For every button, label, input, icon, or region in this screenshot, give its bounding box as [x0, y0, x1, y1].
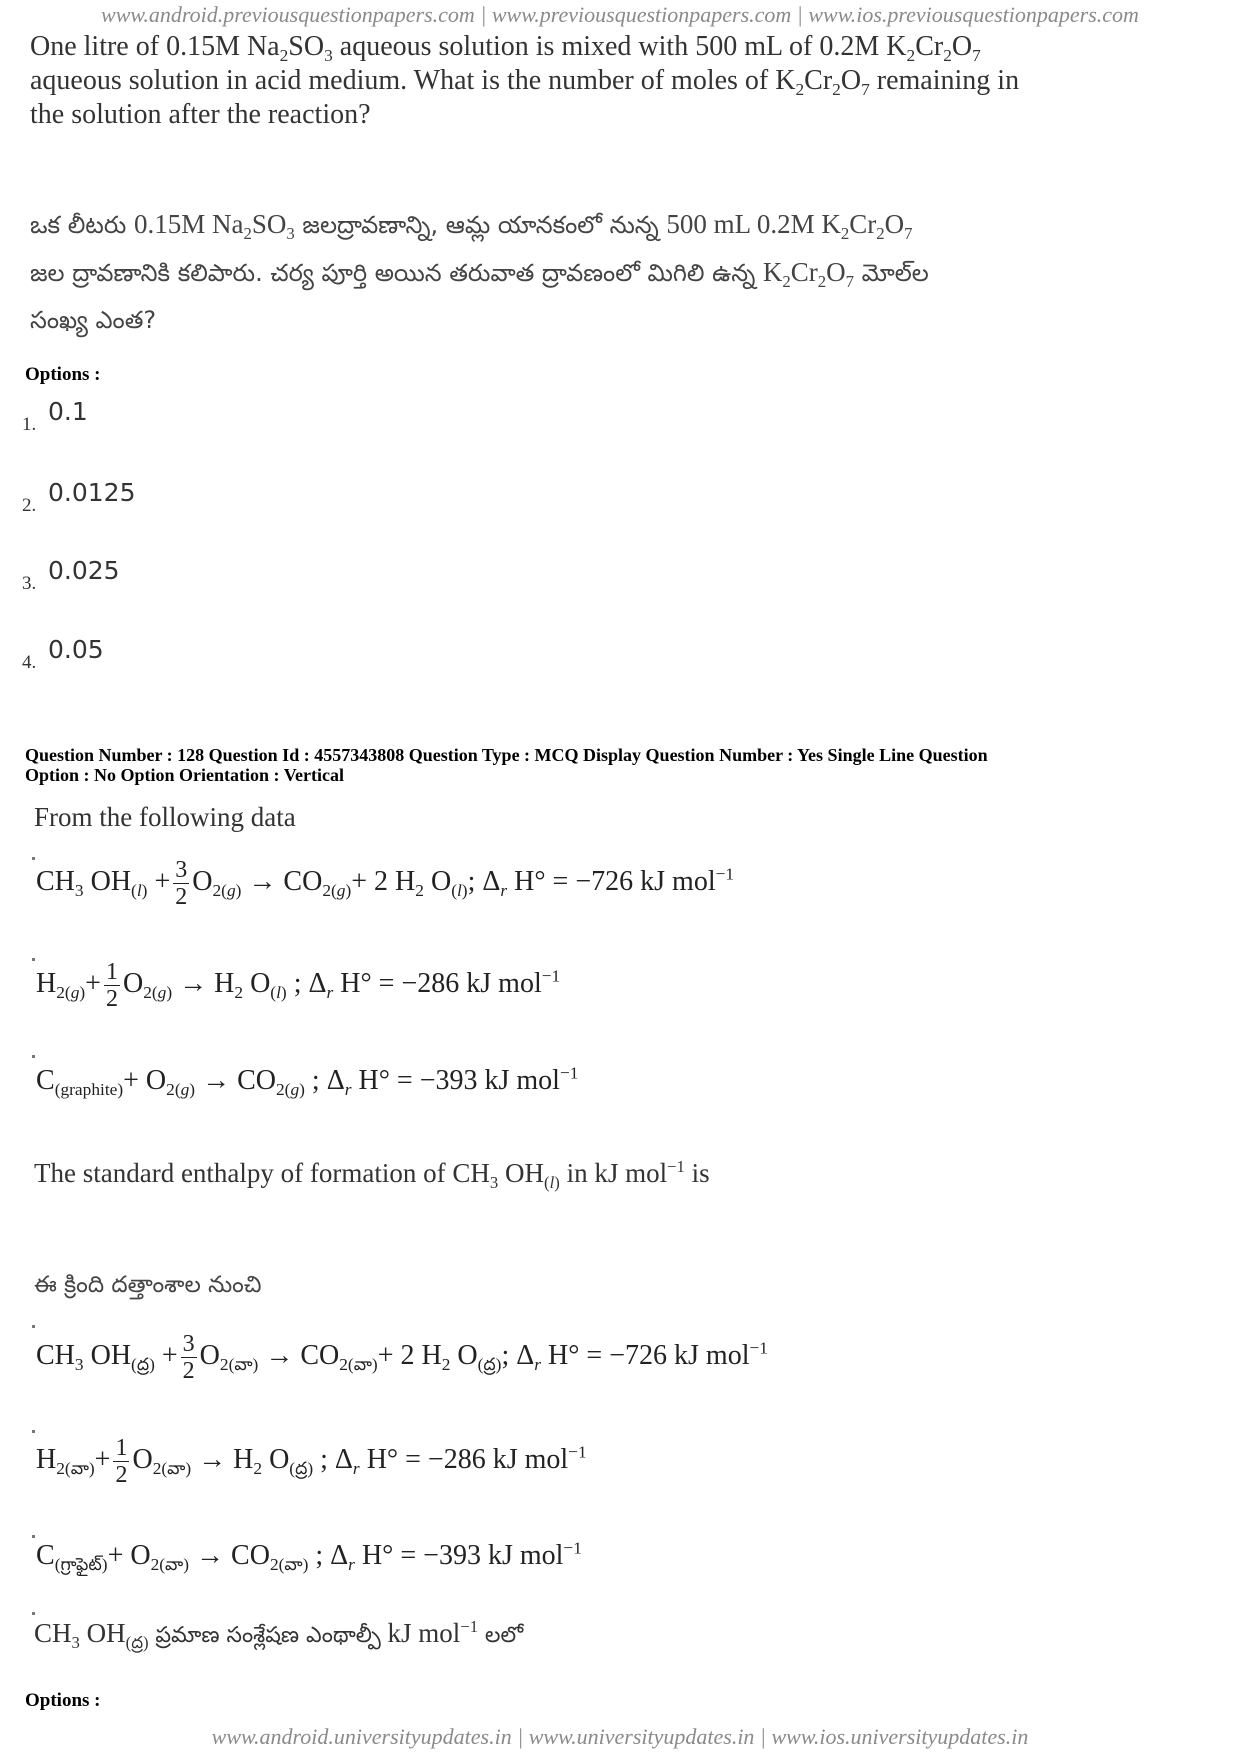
q127-english-text	[30, 30, 1019, 132]
q128-english-question: The standard enthalpy of formation of $CH_3$ $OH_{(l)}$ in kJ mol$^{-1}$ is	[34, 1156, 710, 1192]
option-number: 2.	[22, 495, 37, 516]
option-number: 4.	[22, 652, 37, 673]
dot-marker	[32, 1055, 35, 1058]
dot-marker	[32, 1430, 35, 1433]
watermark-bottom: www.android.universityupdates.in | www.universityupdates.in | www.ios.universityupdates.in	[211, 1724, 1029, 1749]
fraction: $\frac{1}{2}$	[105, 959, 118, 1012]
fraction: $\frac{3}{2}$	[182, 1331, 195, 1384]
q128-equation-2: $H_{2(g)}+$ $\frac{1}{2}$ $O_{2(g)} \to H_2$ $O_{(l)}$ ; $\Delta_r$ H° = −286 kJ mol$^{-1}$	[36, 959, 561, 1012]
q127-english-line-2: aqueous solution in acid medium. What is the number of moles of $K_2Cr_2O_7$ remaining in	[30, 65, 1020, 100]
dot-marker	[32, 1535, 35, 1538]
option-number: 3.	[22, 573, 37, 594]
q128-telugu-heading: ఈ క్రింది దత్తాంశాల నుంచి	[34, 1272, 262, 1298]
q128-meta-line-2: Option : No Option Orientation : Vertical	[25, 765, 344, 785]
dot-marker	[32, 1612, 35, 1615]
q128-options-label: Options :	[25, 1690, 101, 1711]
q127-option-4[interactable]	[22, 630, 104, 673]
q128-telugu-equation-2: $H_{2(వా)}+$ $\frac{1}{2}$ $O_{2(వా)} \to H_2$ $O_{(ద్ర)}$ ; $\Delta_r$ H° = −286 kJ mol$^{-1}$	[36, 1435, 587, 1488]
watermark-top: www.android.previousquestionpapers.com | www.previousquestionpapers.com | www.ios.previousquestionpapers.com	[101, 2, 1139, 27]
q127-option-1[interactable]	[22, 392, 88, 435]
q127-options-label: Options :	[25, 364, 101, 385]
fraction: $\frac{3}{2}$	[175, 857, 188, 910]
q128-equation-3: $C_{(graphite)}+ O_{2(g)} \to CO_{2(g)}$ ; $\Delta_r$ H° = −393 kJ mol$^{-1}$	[36, 1063, 579, 1100]
option-value: 0.0125	[48, 478, 136, 507]
q127-option-3[interactable]	[22, 551, 120, 594]
dot-marker	[32, 1325, 35, 1328]
q128-meta	[25, 745, 1225, 785]
q128-telugu-equation-1: $CH_3$ $OH_{(ద్ర)}$ + $\frac{3}{2}$ $O_{2(వా)} \to CO_{2(వా)}+ 2$ $H_2$ $O_{(ద్ర)}$; $\Delta_r$ H° = −726 kJ mol$^{-1}$	[36, 1331, 768, 1384]
option-value: 0.05	[48, 635, 104, 664]
q127-telugu-text	[30, 200, 929, 344]
q128-english-heading: From the following data	[34, 802, 296, 832]
q127-telugu-line-2: జల ద్రావణానికి కలిపారు. చర్య పూర్తి అయిన తరువాత ద్రావణంలో మిగిలి ఉన్న $K_2Cr_2O_7$ మోల్‌ల	[30, 257, 929, 291]
q127-telugu-line-1: ఒక లీటరు 0.15M $Na_2SO_3$ జలద్రావణాన్ని, ఆమ్ల యానకంలో నున్న 500 mL 0.2M $K_2Cr_2O_7$	[30, 209, 913, 243]
dot-marker	[32, 958, 35, 961]
option-value: 0.1	[48, 397, 88, 426]
q128-telugu-question: $CH_3$ $OH_{(ద్ర)}$ ప్రమాణ సంశ్లేషణ ఎంథాల్పీ kJ mol$^{-1}$ లలో	[34, 1616, 524, 1652]
dot-marker	[32, 857, 35, 860]
option-number: 1.	[22, 414, 37, 435]
q127-english-line-1: One litre of 0.15M $Na_2SO_3$ aqueous solution is mixed with 500 mL of 0.2M $K_2Cr_2O_7$	[30, 31, 981, 66]
fraction: $\frac{1}{2}$	[115, 1435, 128, 1488]
q128-telugu-equation-3: $C_{(గ్రాఫైట్)}+ O_{2(వా)} \to CO_{2(వా)}$ ; $\Delta_r$ H° = −393 kJ mol$^{-1}$	[36, 1538, 582, 1575]
q127-option-2[interactable]	[22, 473, 136, 516]
option-value: 0.025	[48, 556, 120, 585]
q128-meta-line-1: Question Number : 128 Question Id : 4557343808 Question Type : MCQ Display Question Number : Yes Single Line Question	[25, 745, 988, 765]
q127-english-line-3: the solution after the reaction?	[30, 99, 371, 130]
q128-equation-1: $CH_3$ $OH_{(l)}$ + $\frac{3}{2}$ $O_{2(g)} \to CO_{2(g)}+ 2$ $H_2$ $O_{(l)}$; $\Delta_r$ H° = −726 kJ mol$^{-1}$	[36, 857, 735, 910]
q127-telugu-line-3: సంఖ్య ఎంత?	[30, 306, 157, 334]
